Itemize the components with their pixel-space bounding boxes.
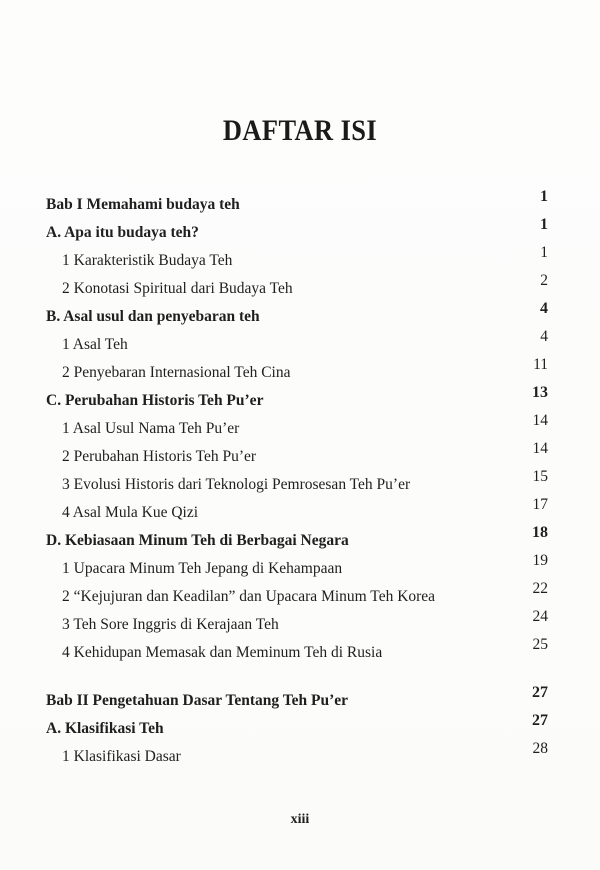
toc-entry-title: 2 Penyebaran Internasional Teh Cina bbox=[62, 364, 291, 381]
toc-entry-title: B. Asal usul dan penyebaran teh bbox=[46, 308, 260, 325]
toc-entry-title: 4 Kehidupan Memasak dan Meminum Teh di Rusia bbox=[62, 644, 383, 661]
toc-entry-title: 2 “Kejujuran dan Keadilan” dan Upacara Minum Teh Korea bbox=[62, 588, 436, 605]
toc-entry-page-number: 19 bbox=[532, 552, 548, 569]
toc-entry-title: Bab I Memahami budaya teh bbox=[46, 196, 240, 213]
toc-entry-page-number: 14 bbox=[532, 412, 548, 429]
toc-entry-title: 3 Evolusi Historis dari Teknologi Pemrosesan Teh Pu’er bbox=[62, 476, 411, 493]
toc-entry-title: 1 Karakteristik Budaya Teh bbox=[62, 252, 233, 269]
toc-entry-page-number: 1 bbox=[540, 188, 548, 205]
toc-entry-title: 1 Klasifikasi Dasar bbox=[62, 748, 181, 765]
toc-entry-page-number: 27 bbox=[532, 684, 548, 701]
toc-entry-page-number: 1 bbox=[540, 216, 548, 233]
toc-entry-title: A. Apa itu budaya teh? bbox=[46, 224, 199, 241]
toc-entry-page-number: 13 bbox=[532, 384, 548, 401]
toc-entry-title: C. Perubahan Historis Teh Pu’er bbox=[46, 392, 264, 409]
toc-entry-page-number: 27 bbox=[532, 712, 548, 729]
toc-entry-title: Bab II Pengetahuan Dasar Tentang Teh Pu’er bbox=[46, 692, 349, 709]
toc-entry-page-number: 22 bbox=[532, 580, 548, 597]
toc-entry-title: 3 Teh Sore Inggris di Kerajaan Teh bbox=[62, 616, 279, 633]
toc-entry-title: 4 Asal Mula Kue Qizi bbox=[62, 504, 199, 521]
toc-entry-title: 1 Asal Usul Nama Teh Pu’er bbox=[62, 420, 240, 437]
toc-entry-title: D. Kebiasaan Minum Teh di Berbagai Negara bbox=[46, 532, 349, 549]
toc-entry-title: 1 Asal Teh bbox=[62, 336, 128, 353]
toc-entry-title: 2 Perubahan Historis Teh Pu’er bbox=[62, 448, 257, 465]
toc-entry-page-number: 24 bbox=[532, 608, 548, 625]
toc-entry-title: 1 Upacara Minum Teh Jepang di Kehampaan bbox=[62, 560, 343, 577]
toc-entry-page-number: 14 bbox=[532, 440, 548, 457]
toc-entry-page-number: 15 bbox=[532, 468, 548, 485]
toc-entry-title: A. Klasifikasi Teh bbox=[46, 720, 164, 737]
toc-entry-page-number: 1 bbox=[540, 244, 548, 261]
toc-entry-page-number: 25 bbox=[532, 636, 548, 653]
toc-entry-page-number: 17 bbox=[532, 496, 548, 513]
toc-entry-page-number: 4 bbox=[540, 300, 548, 317]
page-number: xiii bbox=[290, 812, 310, 827]
toc-entry-page-number: 18 bbox=[532, 524, 548, 541]
page-title: DAFTAR ISI bbox=[222, 114, 378, 147]
toc-entry-page-number: 28 bbox=[532, 740, 548, 757]
toc-entry-title: 2 Konotasi Spiritual dari Budaya Teh bbox=[62, 280, 293, 297]
toc-entry-page-number: 2 bbox=[540, 272, 548, 289]
toc-entry-page-number: 11 bbox=[533, 356, 548, 373]
toc-entry-page-number: 4 bbox=[540, 328, 548, 345]
